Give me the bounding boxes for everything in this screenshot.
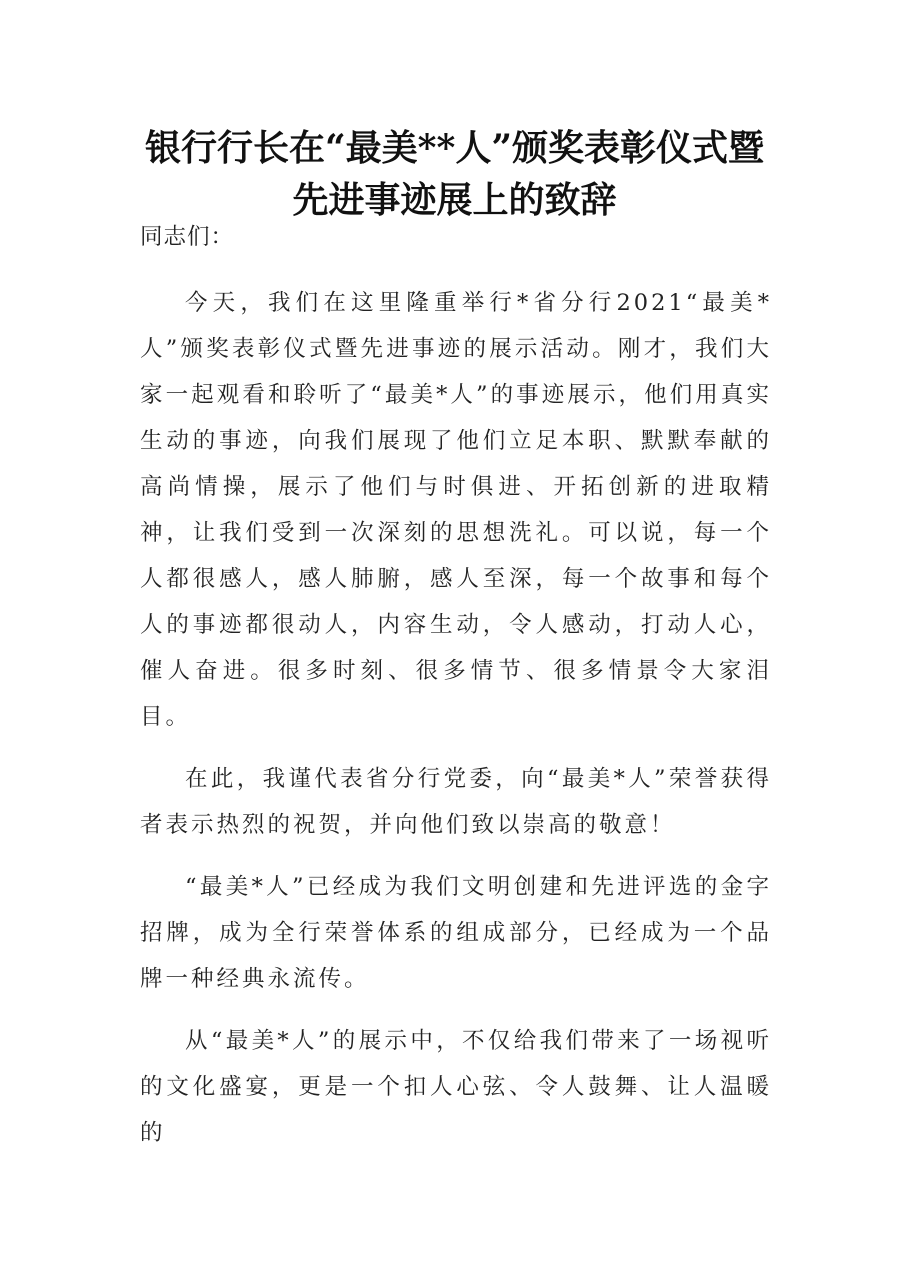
paragraph-4: 从“最美*人”的展示中，不仅给我们带来了一场视听的文化盛宴，更是一个扣人心弦、令人鼓舞、让人温暖的 [140, 1028, 772, 1146]
title-line-2: 先进事迹展上的致辞 [292, 179, 617, 221]
greeting: 同志们： [140, 224, 235, 250]
title-line-1: 银行行长在“最美**人”颁奖表彰仪式暨 [144, 127, 765, 169]
paragraph-2: 在此，我谨代表省分行党委，向“最美*人”荣誉获得者表示热烈的祝贺，并向他们致以崇高的敬意！ [140, 766, 772, 838]
paragraph-3: “最美*人”已经成为我们文明创建和先进评选的金字招牌，成为全行荣誉体系的组成部分，已经成为一个品牌一种经典永流传。 [140, 874, 772, 992]
paragraph-1: 今天，我们在这里隆重举行*省分行2021“最美*人”颁奖表彰仪式暨先进事迹的展示活动。刚才，我们大家一起观看和聆听了“最美*人”的事迹展示，他们用真实生动的事迹，向我们展现了他们立足本职、默默奉献的高尚情操，展示了他们与时俱进、开拓创新的进取精神，让我们受到一次深刻的思想洗礼。可以说，每一个人都很感人，感人肺腑，感人至深，每一个故事和每个人的事迹都很动人，内容生动，令人感动，打动人心，催人奋进。很多时刻、很多情节、很多情景令大家泪目。 [140, 290, 772, 730]
document-title [90, 122, 819, 226]
document-body [140, 214, 772, 1172]
